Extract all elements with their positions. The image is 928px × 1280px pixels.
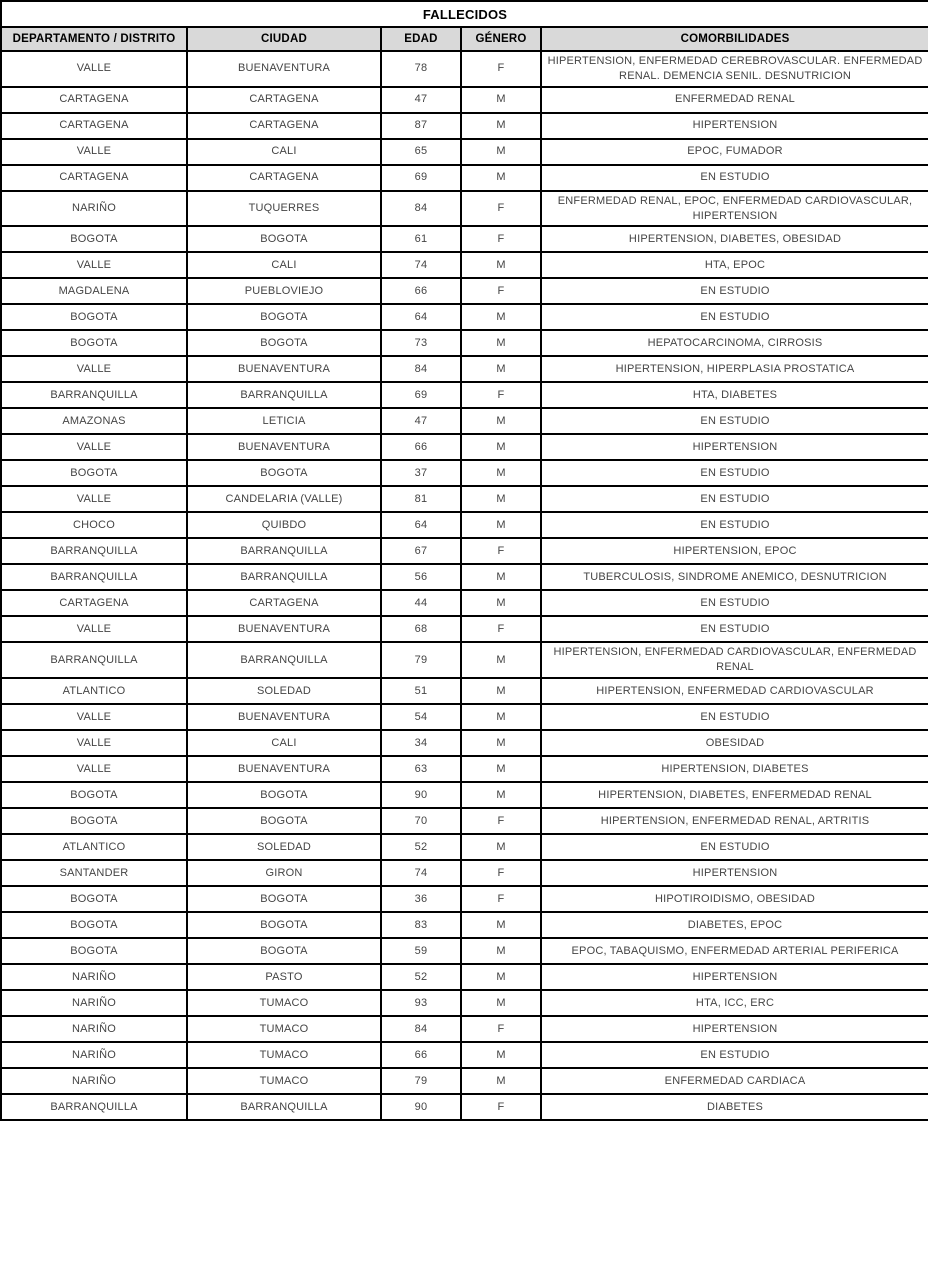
cell-edad: 66: [381, 434, 461, 460]
cell-ciudad: BARRANQUILLA: [187, 1094, 381, 1120]
cell-ciudad: BOGOTA: [187, 912, 381, 938]
table-row: [1, 1094, 928, 1120]
cell-comorbilidades: HIPERTENSION, ENFERMEDAD RENAL, ARTRITIS: [541, 808, 928, 834]
table-row: [1, 590, 928, 616]
cell-comorbilidades: HIPERTENSION, ENFERMEDAD CARDIOVASCULAR, ENFERMEDAD RENAL: [541, 642, 928, 678]
cell-ciudad: CALI: [187, 139, 381, 165]
cell-genero: M: [461, 408, 541, 434]
cell-genero: M: [461, 460, 541, 486]
cell-ciudad: CARTAGENA: [187, 87, 381, 113]
table-row: [1, 51, 928, 87]
cell-genero: F: [461, 51, 541, 87]
table-row: [1, 834, 928, 860]
cell-edad: 47: [381, 87, 461, 113]
cell-departamento: BARRANQUILLA: [1, 564, 187, 590]
cell-departamento: VALLE: [1, 51, 187, 87]
table-row: [1, 87, 928, 113]
cell-ciudad: BARRANQUILLA: [187, 564, 381, 590]
column-header-row: [1, 27, 928, 51]
cell-ciudad: BOGOTA: [187, 304, 381, 330]
cell-comorbilidades: EN ESTUDIO: [541, 165, 928, 191]
cell-comorbilidades: ENFERMEDAD RENAL: [541, 87, 928, 113]
cell-ciudad: QUIBDO: [187, 512, 381, 538]
cell-comorbilidades: HTA, DIABETES: [541, 382, 928, 408]
page-title: FALLECIDOS: [1, 1, 928, 27]
cell-edad: 81: [381, 486, 461, 512]
cell-departamento: BOGOTA: [1, 912, 187, 938]
table-row: [1, 1068, 928, 1094]
table-row: [1, 730, 928, 756]
cell-edad: 67: [381, 538, 461, 564]
cell-comorbilidades: ENFERMEDAD CARDIACA: [541, 1068, 928, 1094]
cell-edad: 70: [381, 808, 461, 834]
cell-genero: M: [461, 1068, 541, 1094]
cell-comorbilidades: HIPERTENSION: [541, 964, 928, 990]
cell-ciudad: BARRANQUILLA: [187, 382, 381, 408]
cell-ciudad: BOGOTA: [187, 938, 381, 964]
cell-genero: F: [461, 808, 541, 834]
cell-departamento: BARRANQUILLA: [1, 1094, 187, 1120]
cell-departamento: BOGOTA: [1, 808, 187, 834]
cell-departamento: BOGOTA: [1, 226, 187, 252]
table-row: [1, 964, 928, 990]
cell-departamento: VALLE: [1, 139, 187, 165]
cell-genero: F: [461, 382, 541, 408]
cell-edad: 59: [381, 938, 461, 964]
cell-edad: 84: [381, 356, 461, 382]
cell-genero: M: [461, 87, 541, 113]
cell-edad: 66: [381, 278, 461, 304]
table-row: [1, 486, 928, 512]
table-row: [1, 808, 928, 834]
cell-edad: 52: [381, 964, 461, 990]
cell-edad: 63: [381, 756, 461, 782]
cell-comorbilidades: EN ESTUDIO: [541, 704, 928, 730]
cell-ciudad: BUENAVENTURA: [187, 51, 381, 87]
cell-genero: M: [461, 486, 541, 512]
cell-comorbilidades: EN ESTUDIO: [541, 834, 928, 860]
column-header-genero: GÉNERO: [461, 27, 541, 51]
cell-comorbilidades: TUBERCULOSIS, SINDROME ANEMICO, DESNUTRICION: [541, 564, 928, 590]
cell-genero: M: [461, 165, 541, 191]
cell-departamento: BARRANQUILLA: [1, 382, 187, 408]
cell-comorbilidades: HTA, EPOC: [541, 252, 928, 278]
cell-edad: 51: [381, 678, 461, 704]
cell-comorbilidades: HIPERTENSION: [541, 1016, 928, 1042]
cell-edad: 78: [381, 51, 461, 87]
table-row: [1, 113, 928, 139]
cell-departamento: VALLE: [1, 756, 187, 782]
cell-ciudad: BOGOTA: [187, 330, 381, 356]
cell-comorbilidades: EN ESTUDIO: [541, 304, 928, 330]
cell-comorbilidades: HIPERTENSION, EPOC: [541, 538, 928, 564]
cell-genero: M: [461, 756, 541, 782]
cell-departamento: ATLANTICO: [1, 834, 187, 860]
cell-genero: M: [461, 834, 541, 860]
cell-genero: M: [461, 678, 541, 704]
cell-ciudad: TUQUERRES: [187, 191, 381, 227]
cell-departamento: BARRANQUILLA: [1, 538, 187, 564]
cell-ciudad: CALI: [187, 252, 381, 278]
table-row: [1, 616, 928, 642]
cell-departamento: MAGDALENA: [1, 278, 187, 304]
cell-edad: 61: [381, 226, 461, 252]
cell-comorbilidades: EN ESTUDIO: [541, 460, 928, 486]
cell-ciudad: BARRANQUILLA: [187, 642, 381, 678]
table-row: [1, 938, 928, 964]
cell-comorbilidades: EN ESTUDIO: [541, 408, 928, 434]
cell-comorbilidades: EPOC, FUMADOR: [541, 139, 928, 165]
cell-edad: 64: [381, 304, 461, 330]
cell-ciudad: BOGOTA: [187, 782, 381, 808]
table-row: [1, 756, 928, 782]
cell-edad: 68: [381, 616, 461, 642]
cell-departamento: BOGOTA: [1, 886, 187, 912]
cell-edad: 52: [381, 834, 461, 860]
cell-departamento: CARTAGENA: [1, 113, 187, 139]
cell-comorbilidades: EN ESTUDIO: [541, 616, 928, 642]
cell-ciudad: BUENAVENTURA: [187, 756, 381, 782]
cell-departamento: CARTAGENA: [1, 165, 187, 191]
cell-comorbilidades: ENFERMEDAD RENAL, EPOC, ENFERMEDAD CARDIOVASCULAR, HIPERTENSION: [541, 191, 928, 227]
cell-ciudad: BARRANQUILLA: [187, 538, 381, 564]
cell-genero: M: [461, 912, 541, 938]
cell-departamento: VALLE: [1, 486, 187, 512]
cell-genero: M: [461, 330, 541, 356]
cell-departamento: NARIÑO: [1, 1042, 187, 1068]
cell-edad: 74: [381, 860, 461, 886]
table-row: [1, 564, 928, 590]
table-row: [1, 990, 928, 1016]
cell-ciudad: BOGOTA: [187, 460, 381, 486]
cell-ciudad: TUMACO: [187, 990, 381, 1016]
cell-departamento: NARIÑO: [1, 191, 187, 227]
cell-genero: M: [461, 704, 541, 730]
table-row: [1, 886, 928, 912]
cell-ciudad: CANDELARIA (VALLE): [187, 486, 381, 512]
table-row: [1, 191, 928, 227]
table-row: [1, 1016, 928, 1042]
cell-genero: F: [461, 1094, 541, 1120]
cell-departamento: SANTANDER: [1, 860, 187, 886]
cell-genero: M: [461, 1042, 541, 1068]
cell-ciudad: CARTAGENA: [187, 113, 381, 139]
cell-comorbilidades: HIPERTENSION, HIPERPLASIA PROSTATICA: [541, 356, 928, 382]
cell-comorbilidades: HIPERTENSION, DIABETES: [541, 756, 928, 782]
cell-edad: 90: [381, 1094, 461, 1120]
table-row: [1, 139, 928, 165]
cell-edad: 93: [381, 990, 461, 1016]
cell-comorbilidades: EPOC, TABAQUISMO, ENFERMEDAD ARTERIAL PERIFERICA: [541, 938, 928, 964]
cell-genero: F: [461, 278, 541, 304]
cell-ciudad: CARTAGENA: [187, 165, 381, 191]
cell-departamento: VALLE: [1, 356, 187, 382]
cell-genero: M: [461, 730, 541, 756]
cell-edad: 54: [381, 704, 461, 730]
cell-genero: M: [461, 642, 541, 678]
column-header-departamento: DEPARTAMENTO / DISTRITO: [1, 27, 187, 51]
cell-edad: 47: [381, 408, 461, 434]
cell-departamento: BARRANQUILLA: [1, 642, 187, 678]
cell-edad: 44: [381, 590, 461, 616]
cell-ciudad: BUENAVENTURA: [187, 434, 381, 460]
title-row: [1, 1, 928, 27]
cell-comorbilidades: HTA, ICC, ERC: [541, 990, 928, 1016]
cell-edad: 74: [381, 252, 461, 278]
cell-edad: 73: [381, 330, 461, 356]
cell-edad: 37: [381, 460, 461, 486]
cell-ciudad: SOLEDAD: [187, 678, 381, 704]
cell-edad: 69: [381, 382, 461, 408]
cell-ciudad: TUMACO: [187, 1016, 381, 1042]
cell-ciudad: BOGOTA: [187, 886, 381, 912]
cell-comorbilidades: HIPERTENSION: [541, 860, 928, 886]
table-row: [1, 356, 928, 382]
table-row: [1, 782, 928, 808]
cell-genero: M: [461, 938, 541, 964]
cell-departamento: ATLANTICO: [1, 678, 187, 704]
table-body: [1, 51, 928, 1120]
cell-ciudad: BOGOTA: [187, 808, 381, 834]
cell-departamento: VALLE: [1, 730, 187, 756]
cell-comorbilidades: EN ESTUDIO: [541, 1042, 928, 1068]
table-row: [1, 304, 928, 330]
cell-departamento: BOGOTA: [1, 782, 187, 808]
cell-ciudad: BOGOTA: [187, 226, 381, 252]
cell-comorbilidades: HIPERTENSION, DIABETES, OBESIDAD: [541, 226, 928, 252]
table-row: [1, 860, 928, 886]
table-row: [1, 912, 928, 938]
cell-comorbilidades: HIPERTENSION, ENFERMEDAD CARDIOVASCULAR: [541, 678, 928, 704]
column-header-ciudad: CIUDAD: [187, 27, 381, 51]
cell-edad: 79: [381, 642, 461, 678]
cell-departamento: VALLE: [1, 704, 187, 730]
table-row: [1, 538, 928, 564]
column-header-comorbilidades: COMORBILIDADES: [541, 27, 928, 51]
cell-genero: M: [461, 564, 541, 590]
cell-departamento: VALLE: [1, 616, 187, 642]
cell-ciudad: CALI: [187, 730, 381, 756]
cell-edad: 84: [381, 191, 461, 227]
cell-ciudad: PASTO: [187, 964, 381, 990]
cell-genero: F: [461, 226, 541, 252]
cell-genero: M: [461, 252, 541, 278]
cell-ciudad: TUMACO: [187, 1068, 381, 1094]
column-header-edad: EDAD: [381, 27, 461, 51]
cell-comorbilidades: DIABETES: [541, 1094, 928, 1120]
table-row: [1, 460, 928, 486]
cell-genero: M: [461, 964, 541, 990]
cell-edad: 90: [381, 782, 461, 808]
cell-ciudad: CARTAGENA: [187, 590, 381, 616]
cell-edad: 65: [381, 139, 461, 165]
cell-genero: F: [461, 860, 541, 886]
cell-ciudad: BUENAVENTURA: [187, 616, 381, 642]
cell-ciudad: PUEBLOVIEJO: [187, 278, 381, 304]
cell-genero: F: [461, 1016, 541, 1042]
cell-comorbilidades: HIPERTENSION: [541, 434, 928, 460]
table-row: [1, 278, 928, 304]
cell-departamento: BOGOTA: [1, 460, 187, 486]
table-row: [1, 330, 928, 356]
table-row: [1, 226, 928, 252]
cell-genero: M: [461, 512, 541, 538]
cell-edad: 83: [381, 912, 461, 938]
cell-departamento: NARIÑO: [1, 964, 187, 990]
cell-comorbilidades: OBESIDAD: [541, 730, 928, 756]
table-row: [1, 165, 928, 191]
cell-comorbilidades: EN ESTUDIO: [541, 278, 928, 304]
cell-comorbilidades: HIPERTENSION: [541, 113, 928, 139]
cell-comorbilidades: HIPOTIROIDISMO, OBESIDAD: [541, 886, 928, 912]
cell-departamento: BOGOTA: [1, 938, 187, 964]
cell-departamento: NARIÑO: [1, 1016, 187, 1042]
cell-genero: F: [461, 191, 541, 227]
cell-genero: F: [461, 616, 541, 642]
cell-departamento: VALLE: [1, 252, 187, 278]
cell-departamento: CHOCO: [1, 512, 187, 538]
table-row: [1, 678, 928, 704]
table-row: [1, 382, 928, 408]
cell-comorbilidades: HIPERTENSION, ENFERMEDAD CEREBROVASCULAR. ENFERMEDAD RENAL. DEMENCIA SENIL. DESNUTRICION: [541, 51, 928, 87]
cell-genero: M: [461, 590, 541, 616]
cell-comorbilidades: EN ESTUDIO: [541, 590, 928, 616]
table-row: [1, 642, 928, 678]
table-row: [1, 512, 928, 538]
cell-genero: M: [461, 139, 541, 165]
cell-comorbilidades: HIPERTENSION, DIABETES, ENFERMEDAD RENAL: [541, 782, 928, 808]
cell-ciudad: TUMACO: [187, 1042, 381, 1068]
cell-comorbilidades: DIABETES, EPOC: [541, 912, 928, 938]
cell-genero: M: [461, 113, 541, 139]
cell-departamento: VALLE: [1, 434, 187, 460]
cell-edad: 64: [381, 512, 461, 538]
cell-edad: 34: [381, 730, 461, 756]
cell-genero: M: [461, 990, 541, 1016]
cell-ciudad: LETICIA: [187, 408, 381, 434]
cell-departamento: BOGOTA: [1, 330, 187, 356]
cell-comorbilidades: HEPATOCARCINOMA, CIRROSIS: [541, 330, 928, 356]
cell-departamento: BOGOTA: [1, 304, 187, 330]
table-row: [1, 252, 928, 278]
cell-genero: M: [461, 304, 541, 330]
table-row: [1, 704, 928, 730]
cell-genero: M: [461, 782, 541, 808]
cell-edad: 69: [381, 165, 461, 191]
cell-departamento: NARIÑO: [1, 990, 187, 1016]
cell-departamento: NARIÑO: [1, 1068, 187, 1094]
cell-departamento: AMAZONAS: [1, 408, 187, 434]
cell-genero: F: [461, 886, 541, 912]
cell-genero: F: [461, 538, 541, 564]
cell-ciudad: GIRON: [187, 860, 381, 886]
cell-edad: 66: [381, 1042, 461, 1068]
cell-ciudad: SOLEDAD: [187, 834, 381, 860]
table-row: [1, 408, 928, 434]
cell-ciudad: BUENAVENTURA: [187, 704, 381, 730]
table-row: [1, 1042, 928, 1068]
cell-genero: M: [461, 434, 541, 460]
cell-edad: 84: [381, 1016, 461, 1042]
cell-comorbilidades: EN ESTUDIO: [541, 512, 928, 538]
cell-comorbilidades: EN ESTUDIO: [541, 486, 928, 512]
cell-edad: 56: [381, 564, 461, 590]
cell-departamento: CARTAGENA: [1, 87, 187, 113]
cell-edad: 87: [381, 113, 461, 139]
cell-genero: M: [461, 356, 541, 382]
cell-departamento: CARTAGENA: [1, 590, 187, 616]
table-row: [1, 434, 928, 460]
cell-edad: 79: [381, 1068, 461, 1094]
cell-ciudad: BUENAVENTURA: [187, 356, 381, 382]
cell-edad: 36: [381, 886, 461, 912]
